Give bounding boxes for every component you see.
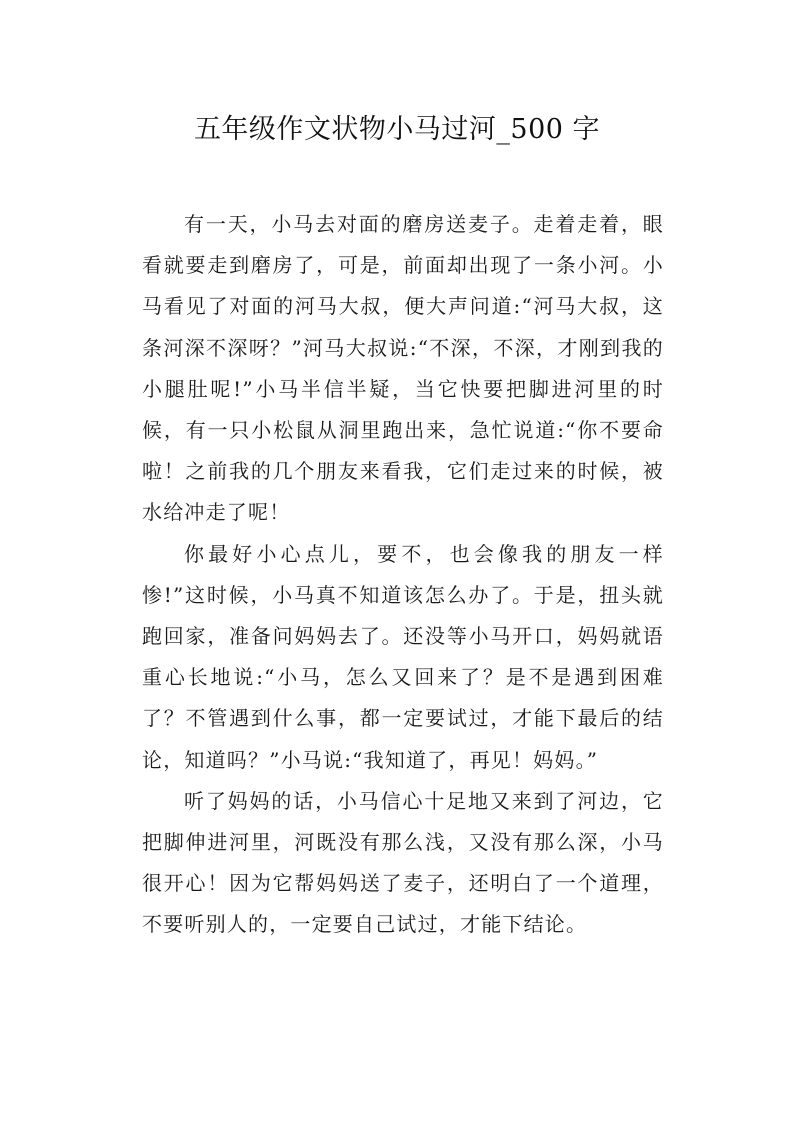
paragraph-2: 你最好小心点儿，要不，也会像我的朋友一样惨!”这时候，小马真不知道该怎么办了。于是，扭头就跑回家，准备问妈妈去了。还没等小马开口，妈妈就语重心长地说:“小马，怎么又回来了？是不是遇到困难了？不管遇到什么事，都一定要试过，才能下最后的结论，知道吗？”小马说:“我知道了，再见！妈妈。”	[142, 541, 664, 772]
paragraph-1: 有一天，小马去对面的磨房送麦子。走着走着，眼看就要走到磨房了，可是，前面却出现了一条小河。小马看见了对面的河马大叔，便大声问道:“河马大叔，这条河深不深呀？”河马大叔说:“不深，不深，才刚到我的小腿肚呢!”小马半信半疑，当它快要把脚进河里的时候，有一只小松鼠从洞里跑出来，急忙说道:“你不要命啦！之前我的几个朋友来看我，它们走过来的时候，被水给冲走了呢！	[142, 212, 664, 525]
document-title: 五年级作文状物小马过河_500 字	[193, 114, 601, 145]
paragraph-3: 听了妈妈的话，小马信心十足地又来到了河边，它把脚伸进河里，河既没有那么浅，又没有那么深，小马很开心！因为它帮妈妈送了麦子，还明白了一个道理，不要听别人的，一定要自己试过，才能下结论。	[142, 788, 664, 937]
document-body	[142, 204, 664, 946]
